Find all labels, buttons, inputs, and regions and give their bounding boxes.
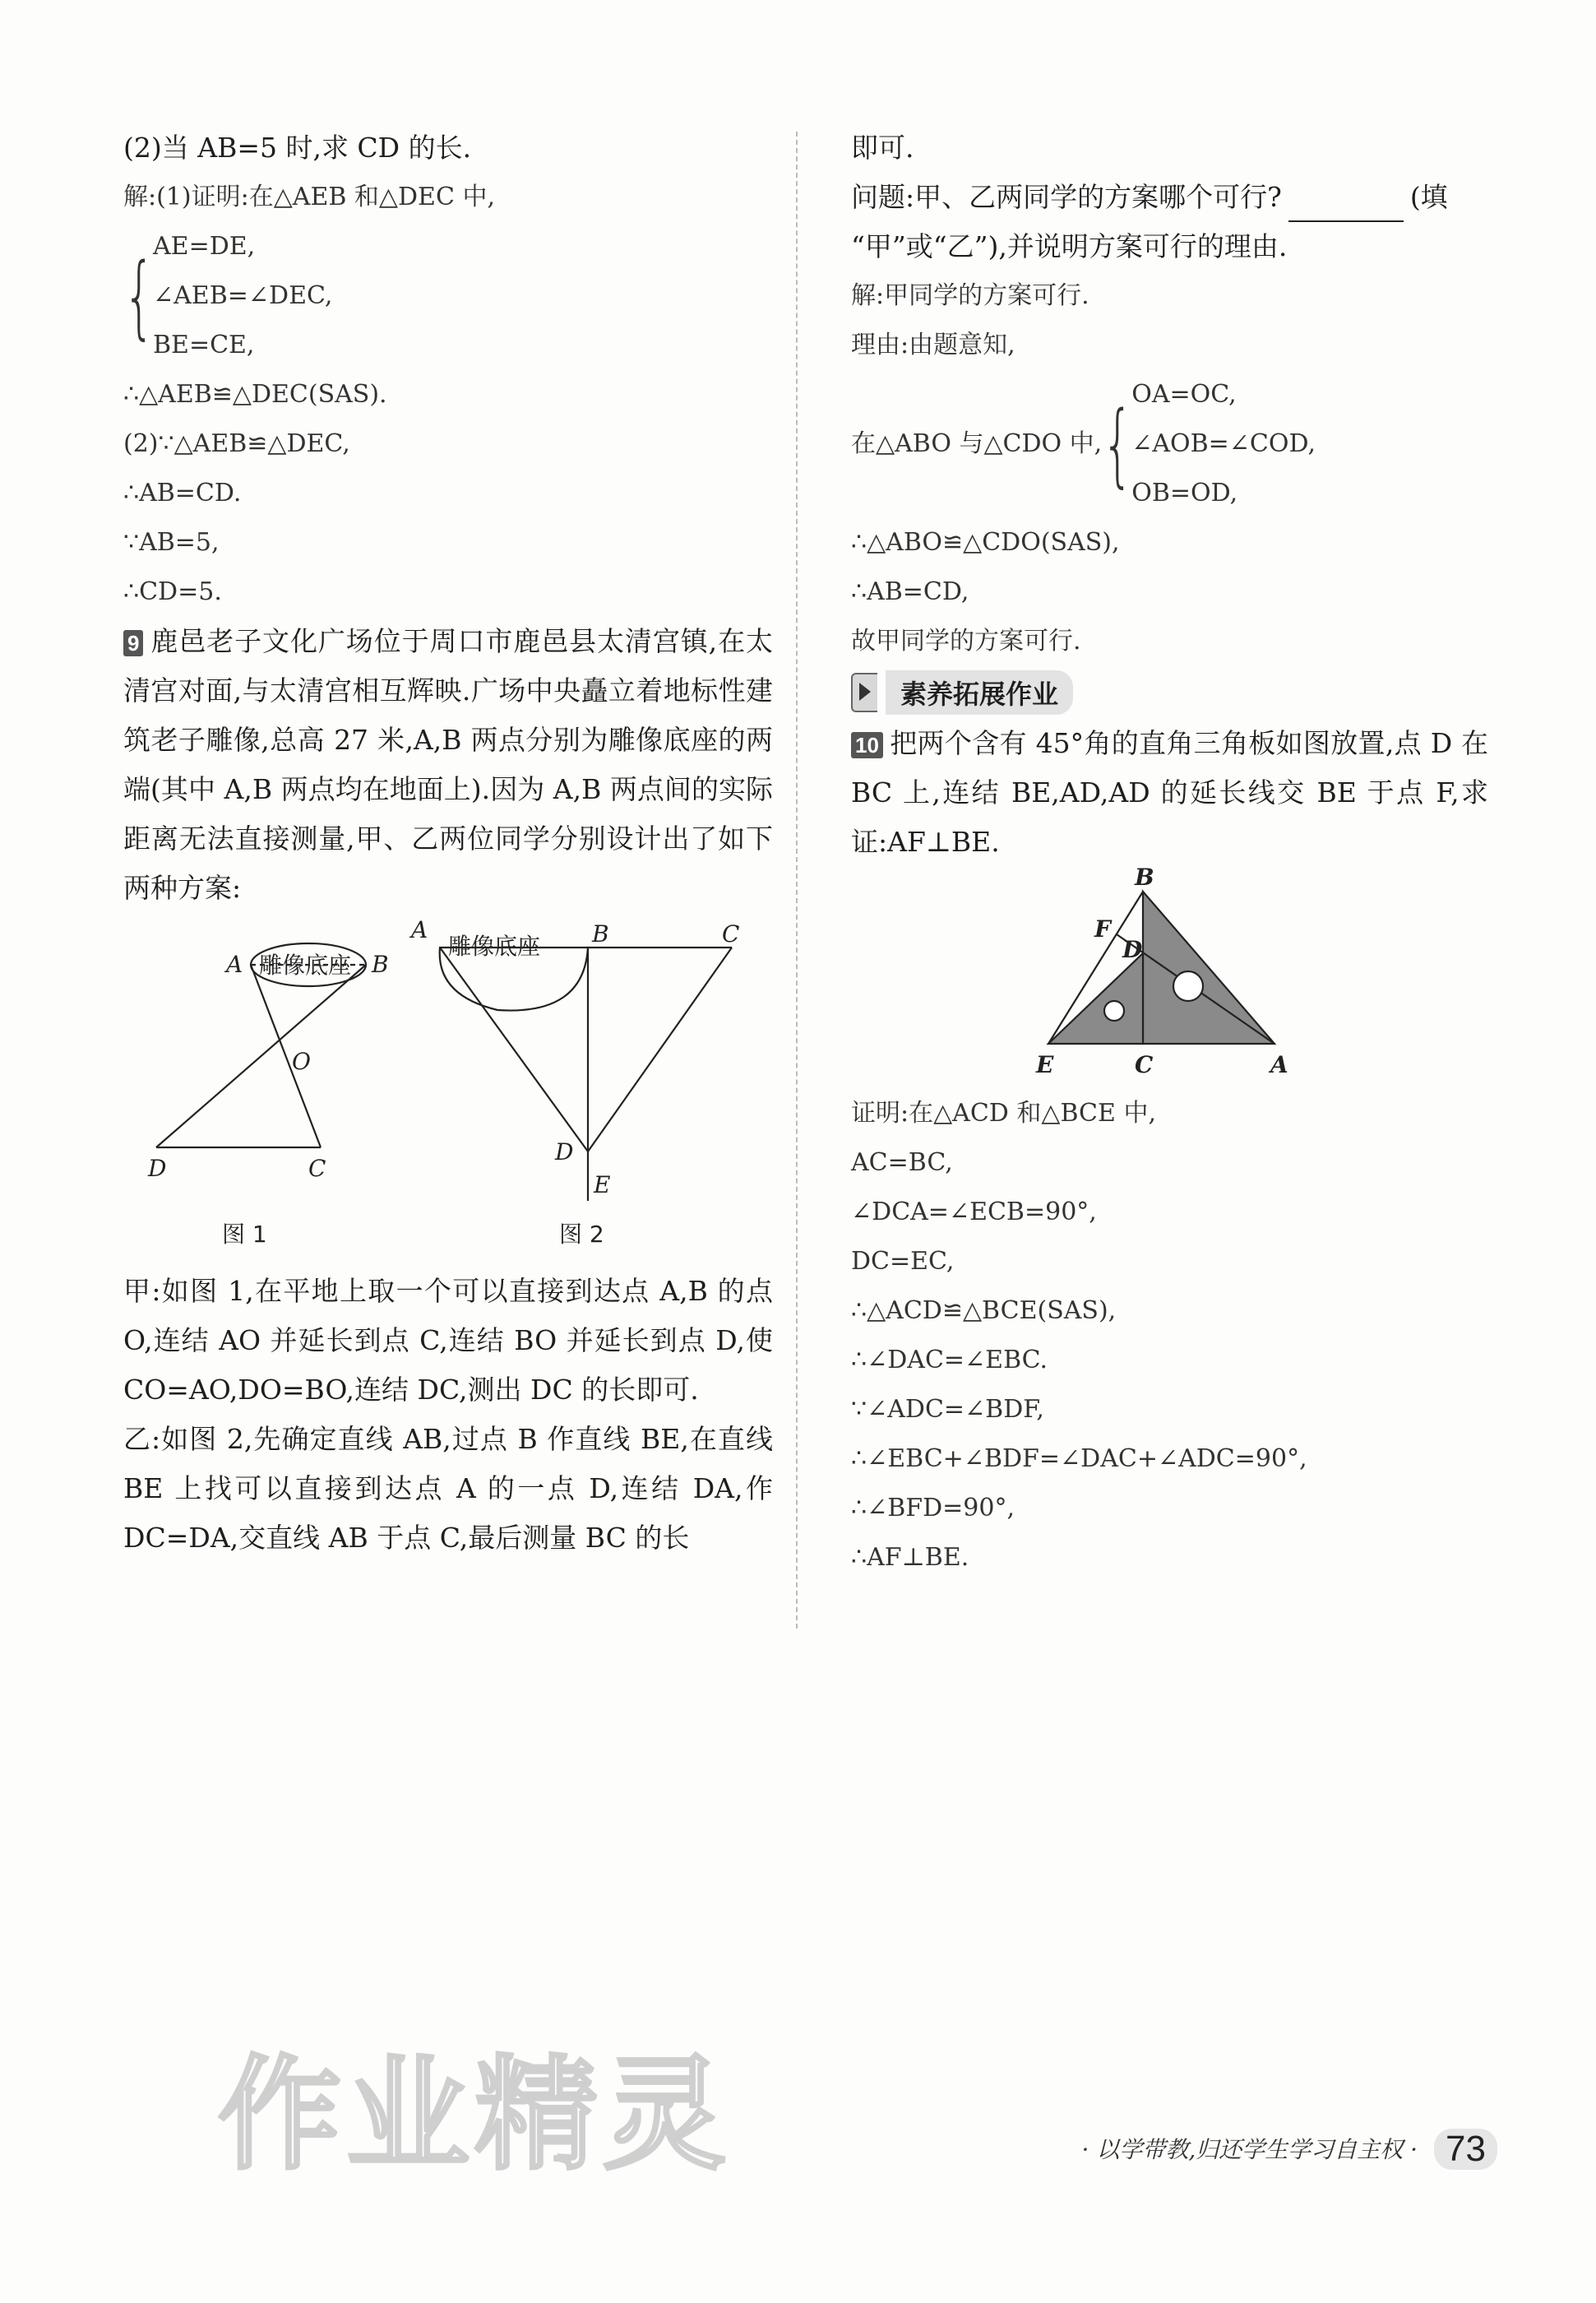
fig2-base-label: 雕像底座	[448, 933, 541, 960]
section-header	[851, 666, 1488, 719]
section-title: 素养拓展作业	[886, 670, 1073, 715]
hole-large	[1173, 971, 1203, 1001]
solution-intro: 解:(1)证明:在△AEB 和△DEC 中,	[123, 183, 495, 211]
question-9-text: 鹿邑老子文化广场位于周口市鹿邑县太清宫镇,在太清宫对面,与太清宫相互辉映.广场中央矗立着地标性建筑老子雕像,总高 27 米,A,B 两点分别为雕像底座的两端(其中 A,B 两点均在地面上).因为 A,B 两点间的实际距离无法直接测量,甲、乙两位同学分别设计出了如下两种方案:	[123, 625, 773, 904]
fig2-label-b: B	[592, 920, 609, 948]
solution-line: (2)∵△AEB≌△DEC,	[123, 429, 350, 458]
fig1-label-d: D	[148, 1155, 167, 1182]
question-10-text: 把两个含有 45°角的直角三角板如图放置,点 D 在 BC 上,连结 BE,AD,AD 的延长线交 BE 于点 F,求证:AF⊥BE.	[851, 727, 1488, 858]
question-prompt-2: “甲”或“乙”),并说明方案可行的理由.	[851, 230, 1288, 262]
brace-icon: {	[1102, 392, 1134, 497]
fig2-label-c: C	[722, 920, 740, 948]
fig3-label-b: B	[1135, 867, 1154, 891]
answer-line: 解:甲同学的方案可行.	[851, 281, 1089, 310]
fig2-line-cd	[588, 948, 732, 1152]
solution-line: ∴△AEB≌△DEC(SAS).	[123, 380, 387, 409]
page-footer	[1082, 2129, 1497, 2170]
left-column	[123, 123, 773, 1563]
proof-line: ∴∠DAC=∠EBC.	[851, 1346, 1048, 1374]
proof-line: ∴∠BFD=90°,	[851, 1494, 1015, 1522]
fig1-base-label: 雕像底座	[259, 952, 352, 979]
question-10	[851, 719, 1488, 867]
fig2-caption: 图 2	[559, 1221, 604, 1248]
brace-row: OB=OD,	[1131, 479, 1238, 507]
question-number: 9	[123, 630, 143, 656]
figures-1-2	[123, 913, 773, 1267]
proof-line: ∴AF⊥BE.	[851, 1543, 969, 1572]
question-number: 10	[851, 732, 883, 758]
brace-icon: {	[123, 243, 155, 349]
brace-row: ∠AOB=∠COD,	[1131, 429, 1316, 458]
fig2-label-e: E	[594, 1171, 611, 1198]
proof-line: ∴∠EBC+∠BDF=∠DAC+∠ADC=90°,	[851, 1444, 1307, 1473]
fig3-label-e: E	[1036, 1051, 1054, 1078]
solution-line: ∴CD=5.	[123, 577, 222, 606]
page-number: 73	[1434, 2129, 1497, 2170]
fig3-label-a: A	[1270, 1051, 1288, 1078]
fig3-label-f: F	[1094, 915, 1111, 943]
proof-line: ∴△ACD≌△BCE(SAS),	[851, 1296, 1117, 1325]
question-prompt-fill: (填	[1409, 181, 1448, 213]
fig3-label-d: D	[1122, 936, 1143, 963]
brace-row: BE=CE,	[153, 331, 255, 359]
fig3-label-c: C	[1135, 1051, 1154, 1078]
answer-blank[interactable]	[1288, 196, 1404, 222]
solution-line: ∴AB=CD.	[123, 479, 242, 507]
triangle-bca	[1143, 892, 1274, 1044]
brace-row: OA=OC,	[1131, 380, 1237, 409]
right-column	[851, 123, 1488, 1582]
fig2-label-d: D	[555, 1138, 574, 1165]
question-prompt	[851, 173, 1488, 222]
answer-line: 故甲同学的方案可行.	[851, 627, 1081, 656]
arrow-icon	[851, 673, 877, 712]
hole-small	[1104, 1001, 1124, 1021]
column-divider	[796, 132, 798, 1629]
footer-motto: · 以学带教,归还学生学习自主权 ·	[1081, 2136, 1418, 2163]
solution-line: ∵AB=5,	[123, 528, 220, 557]
proof-line: AC=BC,	[851, 1148, 953, 1177]
proof-line: ∵∠ADC=∠BDF,	[851, 1395, 1044, 1424]
fig1-label-c: C	[308, 1155, 326, 1182]
fig1-caption: 图 1	[222, 1221, 267, 1248]
fig1-label-b: B	[372, 951, 389, 978]
proof-line: DC=EC,	[851, 1247, 955, 1276]
brace-system-1	[123, 222, 773, 370]
proof-line: ∠DCA=∠ECB=90°,	[851, 1198, 1097, 1226]
proof-line: 证明:在△ACD 和△BCE 中,	[851, 1099, 1156, 1128]
q8-part2: (2)当 AB=5 时,求 CD 的长.	[123, 132, 472, 164]
fig1-label-a: A	[226, 951, 243, 978]
answer-line: ∴AB=CD,	[851, 577, 969, 606]
answer-line: ∴△ABO≌△CDO(SAS),	[851, 528, 1120, 557]
answer-line: 理由:由题意知,	[851, 331, 1015, 359]
brace-row: AE=DE,	[153, 232, 256, 261]
fig2-line-ad	[440, 948, 588, 1152]
watermark-logo: 作业精灵	[218, 2044, 732, 2187]
brace-system-2	[851, 370, 1488, 518]
plan-jia: 甲:如图 1,在平地上取一个可以直接到达点 A,B 的点 O,连结 AO 并延长到点 C,连结 BO 并延长到点 D,使 CO=AO,DO=BO,连结 DC,测出 DC 的长即可.	[123, 1275, 773, 1406]
fig1-label-o: O	[292, 1048, 311, 1075]
figure-triangles	[851, 867, 1488, 1089]
brace-row: ∠AEB=∠DEC,	[153, 281, 333, 310]
brace-prefix: 在△ABO 与△CDO 中,	[851, 429, 1103, 458]
plan-yi: 乙:如图 2,先确定直线 AB,过点 B 作直线 BE,在直线 BE 上找可以直接到达点 A 的一点 D,连结 DA,作 DC=DA,交直线 AB 于点 C,最后测量 BC 的长	[123, 1423, 773, 1554]
question-9	[123, 617, 773, 913]
question-prompt-text: 问题:甲、乙两同学的方案哪个可行?	[851, 181, 1282, 213]
continuation: 即可.	[851, 132, 914, 164]
fig2-label-a: A	[411, 916, 428, 943]
